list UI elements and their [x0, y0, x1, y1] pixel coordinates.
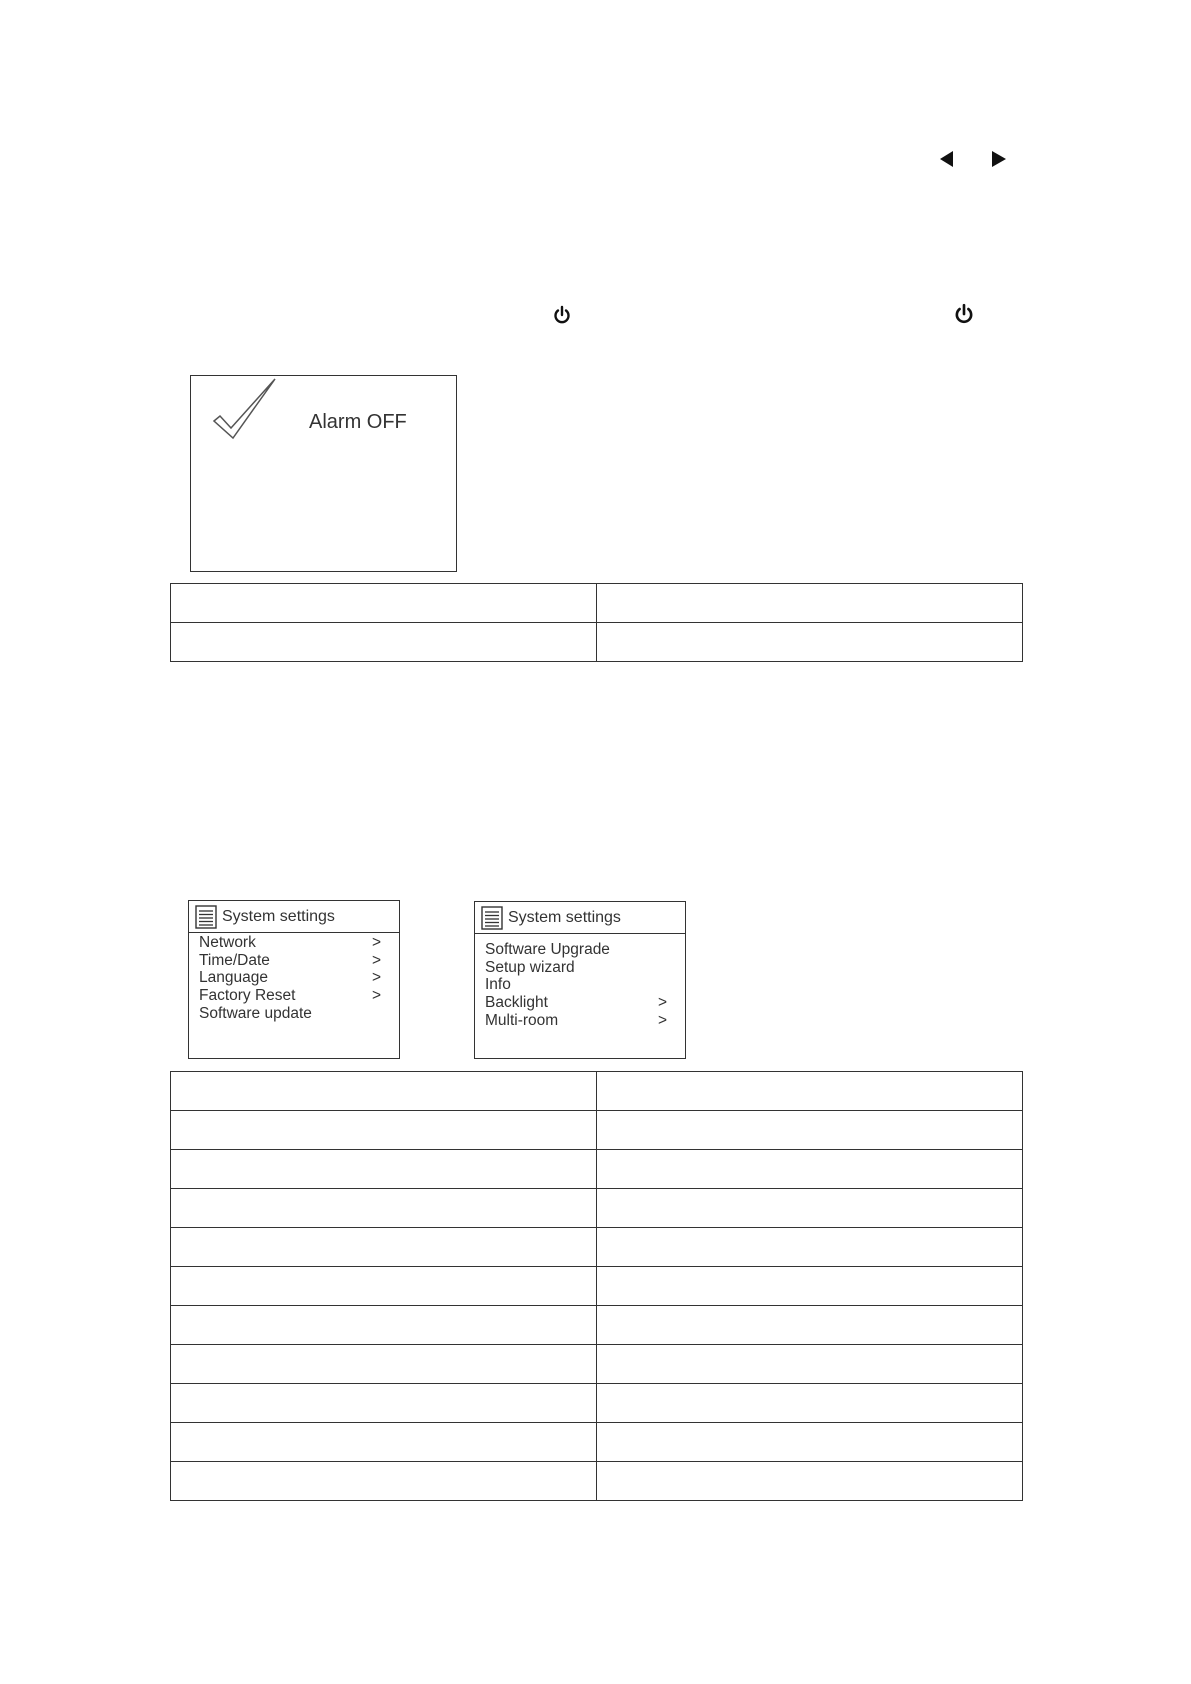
menu-item-backlight[interactable] — [485, 994, 667, 1012]
table-cell — [597, 1267, 1023, 1306]
menu-item-multi-room[interactable] — [485, 1012, 667, 1030]
menu-title: System settings — [222, 908, 335, 925]
table-cell — [597, 1111, 1023, 1150]
submenu-arrow: > — [371, 934, 381, 951]
table-row — [171, 1228, 1023, 1267]
table-cell — [171, 1306, 597, 1345]
menu-item-network[interactable] — [199, 934, 381, 952]
table-cell — [171, 1423, 597, 1462]
right-arrow-icon — [992, 151, 1006, 167]
table-cell — [171, 1189, 597, 1228]
menu-item-setup-wizard[interactable] — [485, 959, 667, 977]
menu-header — [475, 902, 685, 934]
table-cell — [171, 623, 597, 662]
table-cell — [171, 1150, 597, 1189]
power-icon — [953, 303, 975, 325]
table-row — [171, 1111, 1023, 1150]
menu-item-software-update[interactable] — [199, 1005, 381, 1023]
table-row — [171, 1267, 1023, 1306]
table-row — [171, 1306, 1023, 1345]
table-row — [171, 1072, 1023, 1111]
table-row — [171, 584, 1023, 623]
table-cell — [597, 1072, 1023, 1111]
alarm-off-screen — [190, 375, 457, 572]
table-cell — [597, 1150, 1023, 1189]
settings-table — [170, 1071, 1023, 1501]
menu-item-label: Network — [199, 934, 256, 951]
power-icon — [552, 305, 572, 325]
menu-item-factory-reset[interactable] — [199, 987, 381, 1005]
menu-list — [199, 934, 381, 1022]
checkmark-icon — [211, 378, 281, 442]
menu-title: System settings — [508, 909, 621, 926]
left-arrow-icon — [940, 151, 954, 167]
table-cell — [171, 584, 597, 623]
menu-item-label: Software Upgrade — [485, 941, 610, 958]
menu-item-language[interactable] — [199, 969, 381, 987]
menu-header — [189, 901, 399, 933]
table-cell — [171, 1111, 597, 1150]
table-cell — [597, 1189, 1023, 1228]
menu-item-label: Time/Date — [199, 951, 270, 969]
alarm-off-text: Alarm OFF — [309, 411, 407, 433]
table-cell — [171, 1267, 597, 1306]
menu-item-label: Software update — [199, 1004, 312, 1022]
submenu-arrow: > — [371, 951, 381, 969]
table-cell — [597, 1462, 1023, 1501]
table-row — [171, 623, 1023, 662]
table-cell — [171, 1345, 597, 1384]
menu-item-label: Backlight — [485, 994, 548, 1012]
table-row — [171, 1384, 1023, 1423]
table-row — [171, 1150, 1023, 1189]
system-settings-screen-2 — [474, 901, 686, 1059]
table-cell — [171, 1228, 597, 1267]
menu-item-label: Info — [485, 976, 511, 994]
table-row — [171, 1423, 1023, 1462]
alarm-table — [170, 583, 1023, 662]
menu-list — [485, 941, 667, 1029]
menu-item-info[interactable] — [485, 976, 667, 994]
table-cell — [597, 1345, 1023, 1384]
table-cell — [597, 623, 1023, 662]
table-row — [171, 1345, 1023, 1384]
menu-item-label: Factory Reset — [199, 987, 296, 1005]
table-cell — [597, 1306, 1023, 1345]
table-row — [171, 1462, 1023, 1501]
menu-item-label: Multi-room — [485, 1011, 559, 1029]
table-cell — [597, 584, 1023, 623]
menu-item-time-date[interactable] — [199, 952, 381, 970]
submenu-arrow: > — [371, 969, 381, 987]
table-cell — [171, 1462, 597, 1501]
submenu-arrow: > — [657, 1011, 667, 1029]
system-settings-screen-1 — [188, 900, 400, 1059]
table-cell — [171, 1384, 597, 1423]
table-row — [171, 1189, 1023, 1228]
document-icon — [481, 906, 503, 935]
table-cell — [171, 1072, 597, 1111]
menu-item-label: Setup wizard — [485, 958, 575, 976]
table-cell — [597, 1384, 1023, 1423]
table-cell — [597, 1228, 1023, 1267]
menu-item-software-upgrade[interactable] — [485, 941, 667, 959]
document-icon — [195, 905, 217, 934]
submenu-arrow: > — [657, 994, 667, 1012]
table-cell — [597, 1423, 1023, 1462]
menu-item-label: Language — [199, 969, 268, 987]
submenu-arrow: > — [371, 987, 381, 1005]
